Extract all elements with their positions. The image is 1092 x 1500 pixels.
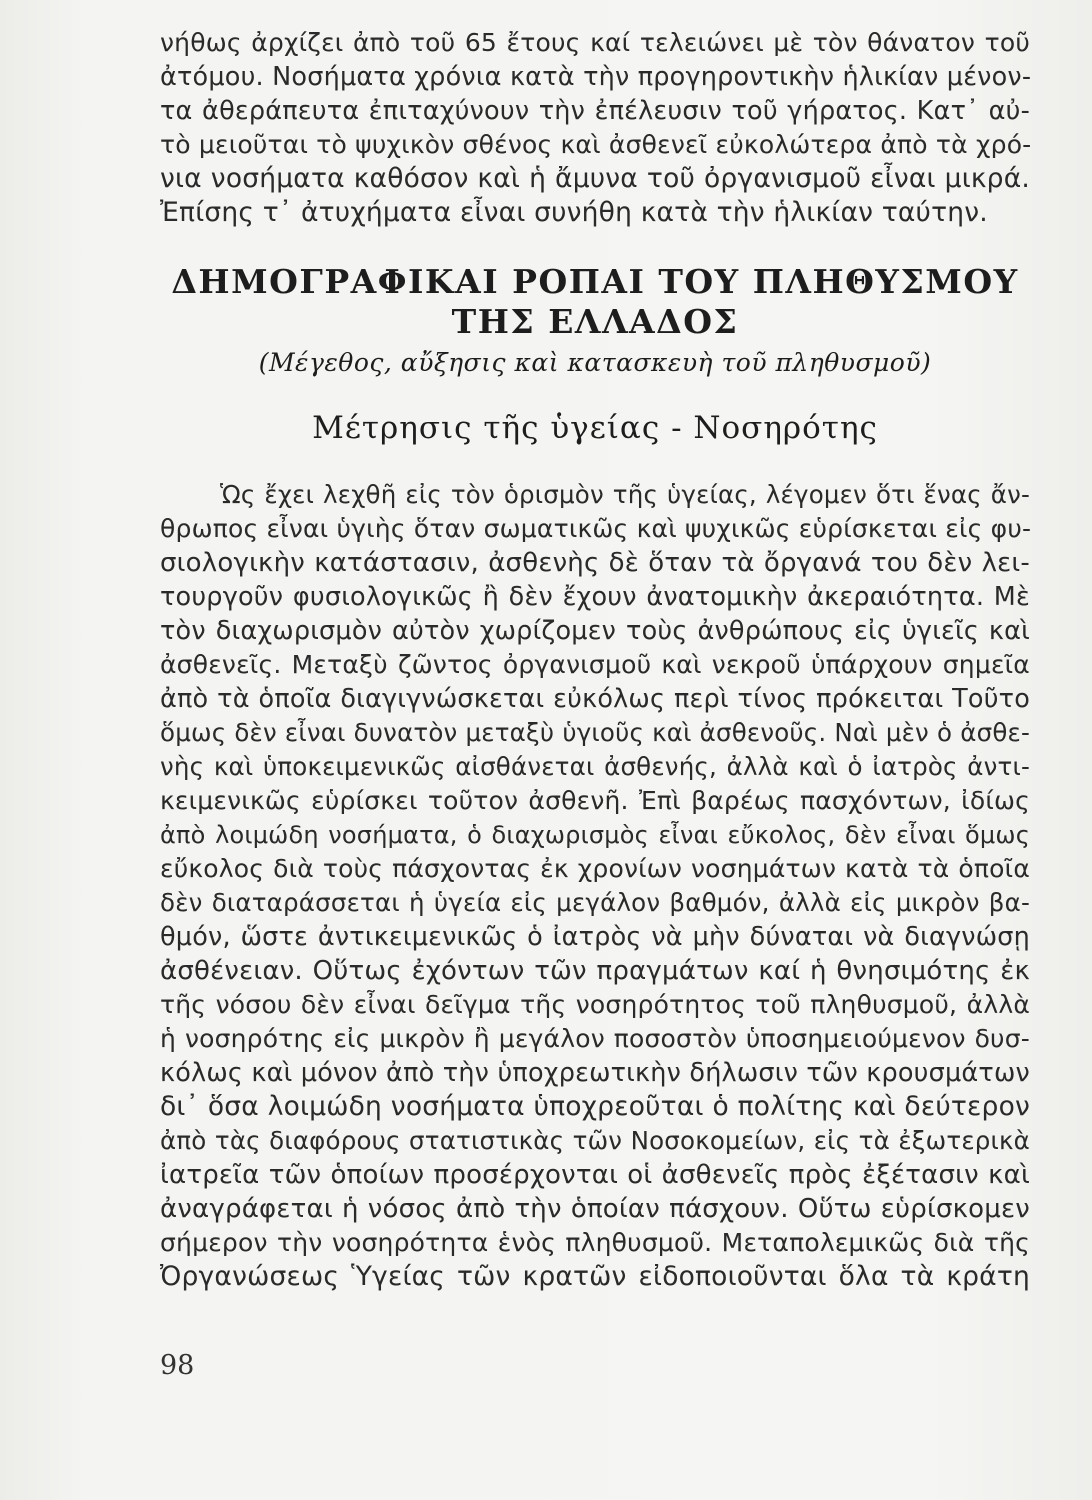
text-line: τουργοῦν φυσιολογικῶς ἢ δὲν ἔχουν ἀνατομικὴν ἀκεραιότητα. Μὲ [160,582,1030,612]
text-line: Ὡς ἔχει λεχθῆ εἰς τὸν ὁρισμὸν τῆς ὑγείας, λέγομεν ὅτι ἕνας ἄν- [220,480,1030,509]
text-line: ἀσθενεῖς. Μεταξὺ ζῶντος ὀργανισμοῦ καὶ νεκροῦ ὑπάρχουν σημεῖα [160,650,1030,679]
text-line: ἀπὸ τὰς διαφόρους στατιστικὰς τῶν Νοσοκομείων, εἰς τὰ ἐξωτερικὰ [160,1126,1030,1155]
page-number: 98 [160,1350,195,1381]
text-line: ὅμως δὲν εἶναι δυνατὸν μεταξὺ ὑγιοῦς καὶ ἀσθενοῦς. Ναὶ μὲν ὁ ἀσθε- [160,718,1030,747]
text-line: εὔκολος διὰ τοὺς πάσχοντας ἐκ χρονίων νοσημάτων κατὰ τὰ ὁποῖα [160,854,1030,883]
text-line: τὸ μειοῦται τὸ ψυχικὸν σθένος καὶ ἀσθενεῖ εὐκολώτερα ἀπὸ τὰ χρό- [160,130,1032,159]
text-line: Ἐπίσης τ᾽ ἀτυχήματα εἶναι συνήθη κατὰ τὴν ἡλικίαν ταύτην. [160,197,988,228]
text-line: θμόν, ὥστε ἀντικειμενικῶς ὁ ἰατρὸς νὰ μὴν δύναται νὰ διαγνώσῃ [160,922,1030,952]
chapter-title-line-2: ΤΗΣ ΕΛΛΑΔΟΣ [451,302,739,341]
section-title: Μέτρησις τῆς ὑγείας - Νοσηρότης [312,410,878,446]
text-line: τῆς νόσου δὲν εἶναι δεῖγμα τῆς νοσηρότητος τοῦ πληθυσμοῦ, ἀλλὰ [160,990,1030,1019]
text-line: τα ἀθεράπευτα ἐπιταχύνουν τὴν ἐπέλευσιν τοῦ γήρατος. Κατ᾽ αὐ- [160,96,1030,126]
text-line: ἀναγράφεται ἡ νόσος ἀπὸ τὴν ὁποίαν πάσχουν. Οὕτω εὑρίσκομεν [160,1194,1030,1224]
text-line: Ὀργανώσεως Ὑγείας τῶν κρατῶν εἰδοποιοῦνται ὅλα τὰ κράτη [160,1261,1030,1292]
chapter-title-line-1: ΔΗΜΟΓΡΑΦΙΚΑΙ ΡΟΠΑΙ ΤΟΥ ΠΛΗΘΥΣΜΟΥ [171,262,1019,301]
text-line: θρωπος εἶναι ὑγιὴς ὅταν σωματικῶς καὶ ψυχικῶς εὑρίσκεται εἰς φυ- [160,514,1032,543]
text-line: ἀπὸ λοιμώδη νοσήματα, ὁ διαχωρισμὸς εἶναι εὔκολος, δὲν εἶναι ὅμως [160,821,1030,849]
text-line: ἀπὸ τὰ ὁποῖα διαγιγνώσκεται εὐκόλως περὶ τίνος πρόκειται Τοῦτο [160,684,1030,714]
text-line: σιολογικὴν κατάστασιν, ἀσθενὴς δὲ ὅταν τὰ ὄργανά του δὲν λει- [160,548,1030,578]
text-line: σήμερον τὴν νοσηρότητα ἑνὸς πληθυσμοῦ. Μεταπολεμικῶς διὰ τῆς [160,1228,1030,1257]
text-line: ἡ νοσηρότης εἰς μικρὸν ἢ μεγάλον ποσοστὸν ὑποσημειούμενον δυσ- [160,1024,1030,1053]
text-line: κόλως καὶ μόνον ἀπὸ τὴν ὑποχρεωτικὴν δήλωσιν τῶν κρουσμάτων [160,1058,1030,1088]
text-line: ἀσθένειαν. Οὕτως ἐχόντων τῶν πραγμάτων καί ἡ θνησιμότης ἐκ [160,956,1030,986]
text-line: νήθως ἀρχίζει ἀπὸ τοῦ 65 ἔτους καί τελειώνει μὲ τὸν θάνατον τοῦ [160,28,1030,57]
text-line: δὲν διαταράσσεται ἡ ὑγεία εἰς μεγάλον βαθμόν, ἀλλὰ εἰς μικρὸν βα- [160,888,1030,917]
text-line: δι᾽ ὅσα λοιμώδη νοσήματα ὑποχρεοῦται ὁ πολίτης καὶ δεύτερον [160,1091,1030,1122]
text-line: νια νοσήματα καθόσον καὶ ἡ ἄμυνα τοῦ ὀργανισμοῦ εἶναι μικρά. [160,163,1030,194]
text-line: ἰατρεῖα τῶν ὁποίων προσέρχονται οἱ ἀσθενεῖς πρὸς ἐξέτασιν καὶ [160,1160,1030,1190]
text-line: νὴς καὶ ὑποκειμενικῶς αἰσθάνεται ἀσθενής, ἀλλὰ καὶ ὁ ἰατρὸς ἀντι- [160,752,1030,781]
text-line: ἀτόμου. Νοσήματα χρόνια κατὰ τὴν προγηροντικὴν ἡλικίαν μένον- [160,62,1032,92]
chapter-subtitle: (Μέγεθος, αὔξησις καὶ κατασκευὴ τοῦ πληθυσμοῦ) [258,348,932,377]
text-line: τὸν διαχωρισμὸν αὐτὸν χωρίζομεν τοὺς ἀνθρώπους εἰς ὑγιεῖς καὶ [160,616,1030,646]
text-line: κειμενικῶς εὑρίσκει τοῦτον ἀσθενῆ. Ἐπὶ βαρέως πασχόντων, ἰδίως [160,786,1030,815]
